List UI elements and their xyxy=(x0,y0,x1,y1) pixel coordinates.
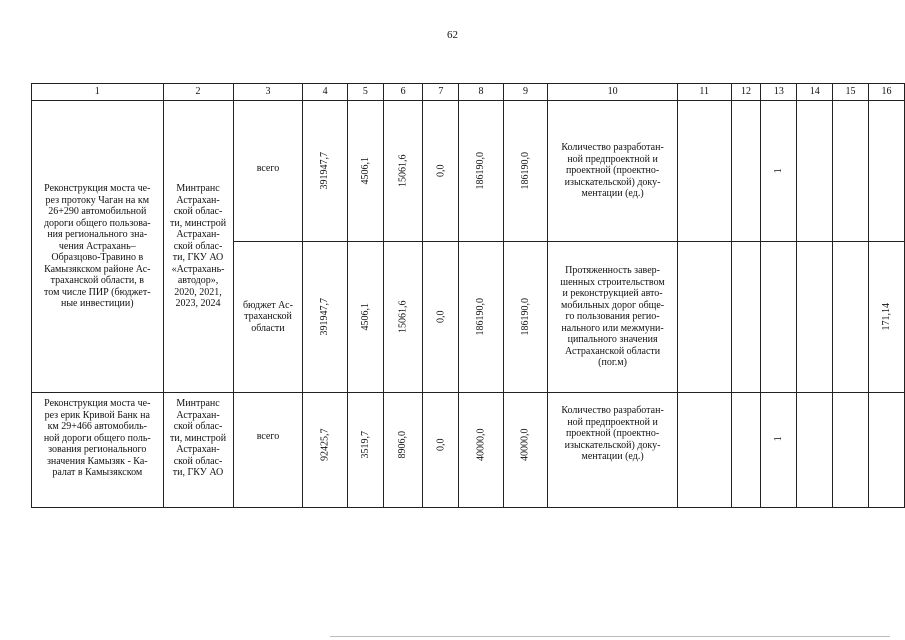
col-header-16: 16 xyxy=(868,84,904,101)
value-col11 xyxy=(677,393,731,508)
col-header-15: 15 xyxy=(833,84,869,101)
table-row xyxy=(32,101,905,242)
page-bottom-rule xyxy=(330,636,890,637)
indicator: Количество разработан- ной предпроектной и проектной (проектно- изыскательской) доку- ментации (ед.) xyxy=(548,393,678,508)
funding-source: всего xyxy=(233,393,303,508)
col-header-13: 13 xyxy=(761,84,797,101)
program-table xyxy=(31,83,905,508)
value-col5: 4506,1 xyxy=(347,101,383,242)
project-executor: Минтранс Астрахан- ской облас- ти, минстрой Астрахан- ской облас- ти, ГКУ АО xyxy=(163,393,233,508)
value-col12 xyxy=(731,393,761,508)
value-col7: 0,0 xyxy=(423,393,459,508)
col-header-11: 11 xyxy=(677,84,731,101)
value-col7: 0,0 xyxy=(423,242,459,393)
page-number: 62 xyxy=(447,29,458,41)
value-col4: 391947,7 xyxy=(303,101,348,242)
value-col4: 391947,7 xyxy=(303,242,348,393)
value-col13: 1 xyxy=(761,393,797,508)
value-col12 xyxy=(731,242,761,393)
value-col9: 186190,0 xyxy=(503,101,548,242)
indicator: Количество разработан- ной предпроектной и проектной (проектно- изыскательской) доку- ментации (ед.) xyxy=(548,101,678,242)
value-col13 xyxy=(761,242,797,393)
table-row xyxy=(32,393,905,508)
col-header-12: 12 xyxy=(731,84,761,101)
value-col9: 186190,0 xyxy=(503,242,548,393)
col-header-8: 8 xyxy=(459,84,504,101)
value-col6: 8906,0 xyxy=(383,393,423,508)
value-col5: 4506,1 xyxy=(347,242,383,393)
value-col5: 3519,7 xyxy=(347,393,383,508)
value-col15 xyxy=(833,101,869,242)
col-header-10: 10 xyxy=(548,84,678,101)
value-col14 xyxy=(797,101,833,242)
value-col9: 40000,0 xyxy=(503,393,548,508)
col-header-3: 3 xyxy=(233,84,303,101)
col-header-1: 1 xyxy=(32,84,164,101)
value-col7: 0,0 xyxy=(423,101,459,242)
col-header-14: 14 xyxy=(797,84,833,101)
value-col16 xyxy=(868,393,904,508)
funding-source: бюджет Ас- траханской области xyxy=(233,242,303,393)
value-col14 xyxy=(797,242,833,393)
value-col12 xyxy=(731,101,761,242)
value-col11 xyxy=(677,101,731,242)
col-header-9: 9 xyxy=(503,84,548,101)
col-header-6: 6 xyxy=(383,84,423,101)
value-col6: 15061,6 xyxy=(383,242,423,393)
indicator: Протяженность завер- шенных строительством и реконструкцией авто- мобильных дорог обще- го пользования регио- нального или межмуни- ципального значения Астраханской области (пог.м) xyxy=(548,242,678,393)
value-col15 xyxy=(833,393,869,508)
value-col6: 15061,6 xyxy=(383,101,423,242)
value-col16 xyxy=(868,101,904,242)
col-header-2: 2 xyxy=(163,84,233,101)
funding-source: всего xyxy=(233,101,303,242)
value-col11 xyxy=(677,242,731,393)
project-executor: Минтранс Астрахан- ской облас- ти, минстрой Астрахан- ской облас- ти, ГКУ АО «Астрахань- автодор», 2020, 2021, 2023, 2024 xyxy=(163,101,233,393)
project-name: Реконструкция моста че- рез протоку Чаган на км 26+290 автомобильной дороги общего пользова- ния регионального зна- чения Астрахань– Образцово-Травино в Камызякском районе Ас- траханской области, в том числе ПИР (бюджет- ные инвестиции) xyxy=(32,101,164,393)
value-col15 xyxy=(833,242,869,393)
col-header-4: 4 xyxy=(303,84,348,101)
value-col14 xyxy=(797,393,833,508)
col-header-5: 5 xyxy=(347,84,383,101)
value-col8: 186190,0 xyxy=(459,101,504,242)
value-col8: 186190,0 xyxy=(459,242,504,393)
value-col8: 40000,0 xyxy=(459,393,504,508)
project-name: Реконструкция моста че- рез ерик Кривой Банк на км 29+466 автомобиль- ной дороги общего поль- зования регионального значения Камызяк - Ка- ралат в Камызякском xyxy=(32,393,164,508)
col-header-7: 7 xyxy=(423,84,459,101)
value-col16: 171,14 xyxy=(868,242,904,393)
value-col13: 1 xyxy=(761,101,797,242)
column-number-row xyxy=(32,84,905,101)
value-col4: 92425,7 xyxy=(303,393,348,508)
